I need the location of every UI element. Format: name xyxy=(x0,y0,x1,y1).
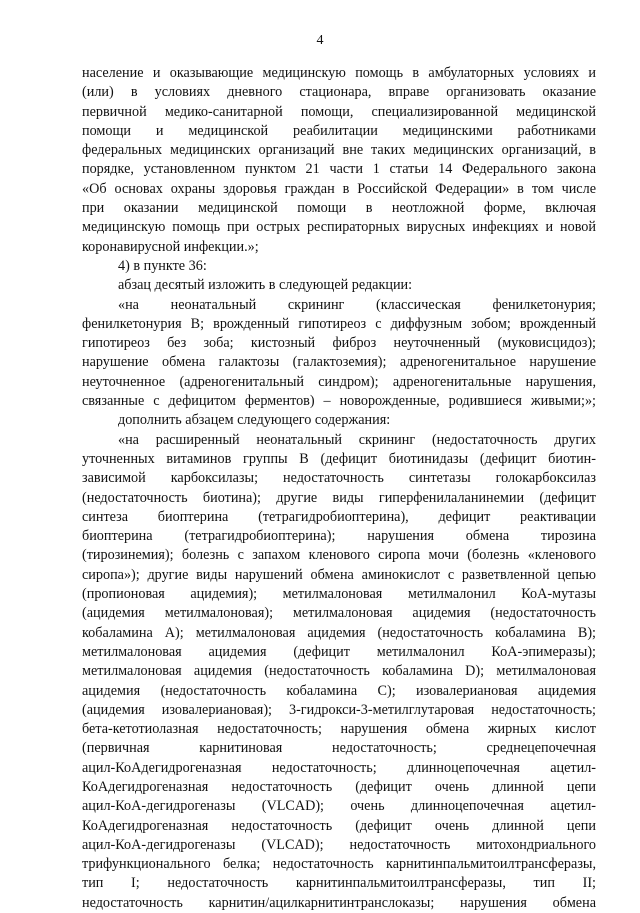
text-line: 4) в пункте 36: xyxy=(118,257,207,274)
document-body xyxy=(82,64,596,913)
text-line: ацил-КоА-дегидрогеназы (VLCAD); недостаточность митохондриального xyxy=(82,836,596,853)
text-line: метилмалоновая ацидемия (недостаточность кобаламина D); метилмалоновая xyxy=(82,663,596,680)
text-line: абзац десятый изложить в следующей редакции: xyxy=(118,277,413,294)
text-line: медицинскую помощь при острых респираторных вирусных инфекциях и новой xyxy=(82,219,596,236)
text-line: (недостаточность биотина); другие виды гиперфенилаланинемии (дефицит xyxy=(82,489,596,506)
text-line: нарушение обмена галактозы (галактоземия); адреногенитальное нарушение xyxy=(82,354,596,371)
text-line: КоАдегидрогеназная недостаточность (дефицит очень длинной цепи xyxy=(82,817,596,834)
text-line: недостаточность карнитин/ацилкарнитинтранслоказы; нарушения обмена xyxy=(82,894,596,911)
text-line: федеральных медицинских организаций вне таких медицинских организаций, в xyxy=(82,142,596,159)
text-line: синтеза биоптерина (тетрагидробиоптерина), дефицит реактивации xyxy=(82,508,596,525)
text-line: гипотиреоз без зоба; кистозный фиброз неуточненный (муковисцидоз); xyxy=(82,335,596,352)
text-line: «на неонатальный скрининг (классическая фенилкетонурия; xyxy=(118,296,596,313)
text-line: «Об основах охраны здоровья граждан в Российской Федерации» в том числе xyxy=(82,180,596,197)
text-line: (первичная карнитиновая недостаточность; среднецепочечная xyxy=(82,740,596,757)
text-line: (или) в условиях дневного стационара, вправе организовать оказание xyxy=(82,84,596,101)
text-line: связанные с дефицитом ферментов) – новорожденные, родившиеся живыми;»; xyxy=(82,393,596,410)
text-line: кобаламина А); метилмалоновая ацидемия (недостаточность кобаламина В); xyxy=(82,624,596,641)
text-line: зависимой карбоксилазы; недостаточность синтетазы голокарбоксилаз xyxy=(82,470,596,487)
text-line: КоАдегидрогеназная недостаточность (дефицит очень длинной цепи xyxy=(82,778,596,795)
text-line: порядке, установленном пунктом 21 части 1 статьи 14 Федерального закона xyxy=(82,161,596,178)
text-line: (тирозинемия); болезнь с запахом кленового сиропа мочи (болезнь «кленового xyxy=(82,547,596,564)
text-line: фенилкетонурия В; врожденный гипотиреоз с диффузным зобом; врожденный xyxy=(82,315,596,332)
text-line: (пропионовая ацидемия); метилмалоновая метилмалонил КоА-мутазы xyxy=(82,586,596,603)
text-line: уточненных витаминов группы В (дефицит биотинидазы (дефицит биотин- xyxy=(82,450,596,467)
text-line: ацил-КоА-дегидрогеназы (VLCAD); очень длинноцепочечная ацетил- xyxy=(82,798,596,815)
text-line: (ацидемия метилмалоновая); метилмалоновая ацидемия (недостаточность xyxy=(82,605,596,622)
text-line: первичной медико-санитарной помощи, специализированной медицинской xyxy=(82,103,596,120)
text-line: «на расширенный неонатальный скрининг (недостаточность других xyxy=(118,431,596,448)
text-line: дополнить абзацем следующего содержания: xyxy=(118,412,391,429)
text-line: метилмалоновая ацидемия (дефицит метилмалонил КоА-эпимеразы); xyxy=(82,643,596,660)
text-line: население и оказывающие медицинскую помощь в амбулаторных условиях и xyxy=(82,65,596,81)
text-line: бета-кетотиолазная недостаточность; нарушения обмена жирных кислот xyxy=(82,721,596,738)
text-line: тип I; недостаточность карнитинпальмитоилтрансферазы, тип II; xyxy=(82,875,596,892)
text-line: коронавирусной инфекции.»; xyxy=(82,238,259,255)
text-line: ацил-КоАдегидрогеназная недостаточность; длинноцепочечная ацетил- xyxy=(82,759,596,776)
page-number: 4 xyxy=(316,33,324,48)
text-line: при оказании медицинской помощи в неотложной форме, включая xyxy=(82,200,596,217)
text-line: ацидемия (недостаточность кобаламина С); изовалериановая ацидемия xyxy=(82,682,596,699)
text-line: помощи и медицинской реабилитации медицинскими работниками xyxy=(82,122,596,139)
text-line: биоптерина (тетрагидробиоптерина); нарушения обмена тирозина xyxy=(82,528,596,545)
text-line: сиропа»); другие виды нарушений обмена аминокислот с разветвленной цепью xyxy=(82,566,596,583)
text-line: (ацидемия изовалериановая); 3-гидрокси-3-метилглутаровая недостаточность; xyxy=(82,701,596,718)
text-line: неуточненное (адреногенитальный синдром); адреногенитальные нарушения, xyxy=(82,373,596,390)
text-line: трифункционального белка; недостаточность карнитинпальмитоилтрансферазы, xyxy=(82,856,596,873)
